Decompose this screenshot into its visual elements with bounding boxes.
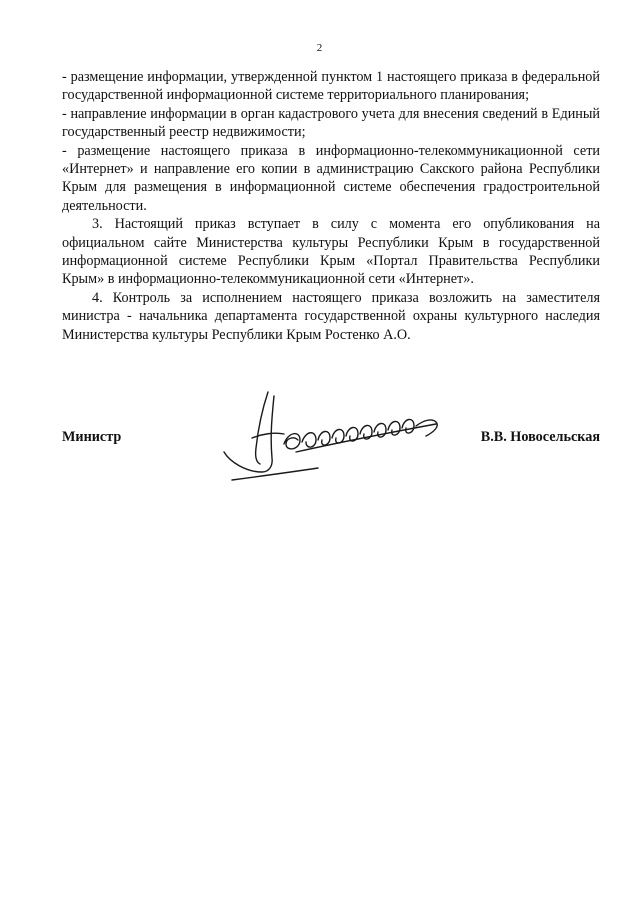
signer-name: В.В. Новосельская (480, 429, 600, 445)
signature-icon (222, 380, 462, 490)
signature-block (62, 380, 600, 500)
clause-3-entry-into-force: 3. Настоящий приказ вступает в силу с момента его опубликования на официальном сайте Министерства культуры Республики Крым в государственной информационной системе Республики Крым «Портал Правительства Республики Крым» в информационно-телекоммуникационной сети «Интернет». (62, 216, 600, 288)
page-number: 2 (316, 42, 323, 54)
signer-title: Министр (62, 429, 122, 445)
list-item-internet-publication: - размещение настоящего приказа в информационно-телекоммуникационной сети «Интернет» и направление его копии в администрацию Сакского района Республики Крым для размещения в информационной системе обеспечения градостроительной деятельности. (62, 142, 600, 214)
handwritten-signature (222, 380, 462, 490)
document-body (62, 68, 600, 344)
list-item-gis-placement: - размещение информации, утвержденной пунктом 1 настоящего приказа в федеральной государственной информационной системе территориального планирования; (62, 69, 600, 104)
list-item-cadastral-registry: - направление информации в орган кадастрового учета для внесения сведений в Единый государственный реестр недвижимости; (62, 105, 600, 141)
clause-4-control: 4. Контроль за исполнением настоящего приказа возложить на заместителя министра - начальника департамента государственной охраны культурного наследия Министерства культуры Республики Крым Ростенко А.О. (62, 289, 600, 343)
